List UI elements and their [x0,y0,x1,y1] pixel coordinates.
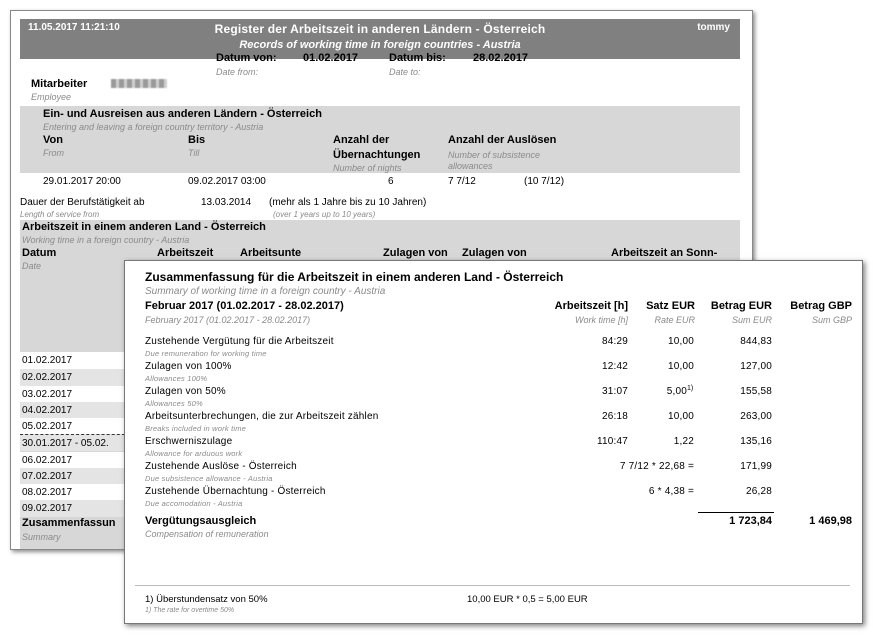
col-time: Arbeitszeit [h] [554,300,628,312]
col-date: Datum [22,247,57,259]
col-sum-gbp-en: Sum GBP [811,315,852,325]
travel-row-till: 09.02.2017 03:00 [188,176,266,187]
summary-title: Zusammenfassung für die Arbeitszeit in einem anderen Land - Österreich [145,270,564,284]
row-sum: 263,00 [740,411,772,422]
row-label: Zulagen von 100% [145,361,232,372]
col-time-en: Work time [h] [574,315,628,325]
col-allowances-en-2: allowances [448,161,493,171]
row-sum: 135,16 [740,436,772,447]
col-sum-eur: Betrag EUR [710,300,772,312]
row-label-en: Allowances 100% [145,374,208,383]
row-time: 26:18 [601,411,628,422]
row-rate: 5,00 [666,386,687,397]
row-calc: 7 7/12 * 22,68 = [619,461,694,472]
total-en: Compensation of remuneration [145,529,269,539]
travel-row-allowances: 7 7/12 [448,176,476,187]
date-row: 08.02.2017 [20,484,130,501]
travel-row-nights: 6 [388,176,394,187]
service-note: (mehr als 1 Jahre bis zu 10 Jahren) [269,197,427,208]
col-zulagen-1: Zulagen von [383,247,448,259]
col-till: Bis [188,134,206,146]
travel-title: Ein- und Ausreisen aus anderen Ländern - Österreich [43,108,322,120]
col-nights-2: Übernachtungen [333,149,421,161]
col-sum-eur-en: Sum EUR [731,315,772,325]
row-rate: 10,00 [667,336,694,347]
total-sum-eur: 1 723,84 [729,515,772,527]
period-en: February 2017 (01.02.2017 - 28.02.2017) [145,315,311,325]
row-time: 31:07 [601,386,628,397]
col-date-en: Date [22,261,42,271]
col-unterbrechung: Arbeitsunte [240,247,302,259]
row-label-en: Allowance for arduous work [145,449,243,458]
col-nights-1: Anzahl der [333,134,390,146]
row-sum: 844,83 [740,336,772,347]
summary-en: Summary [22,532,61,542]
row-label-en: Due remuneration for working time [145,349,267,358]
footnote-divider [135,585,850,586]
report-title: Register der Arbeitszeit in anderen Ländern - Österreich [214,22,546,36]
row-label-en: Breaks included in work time [145,424,247,433]
footnote-calc: 10,00 EUR * 0,5 = 5,00 EUR [467,594,588,605]
service-note-en: (over 1 years up to 10 years) [273,210,376,219]
row-time: 110:47 [596,436,628,447]
report-datetime: 11.05.2017 11:21:10 [28,22,120,33]
col-zulagen-2: Zulagen von [462,247,527,259]
date-row: 04.02.2017 [20,402,130,419]
row-sum: 171,99 [740,461,772,472]
col-rate: Satz EUR [646,300,695,312]
employee-label: Mitarbeiter [31,78,88,90]
row-rate: 10,00 [667,411,694,422]
row-label-en: Allowances 50% [145,399,203,408]
date-to-label: Datum bis: [389,52,446,64]
col-nights-en: Number of nights [333,163,402,173]
worktime-title: Arbeitszeit in einem anderen Land - Österreich [22,221,266,233]
date-to-value: 28.02.2017 [473,52,529,64]
date-row: 06.02.2017 [20,452,130,469]
row-rate-footnote-marker: 1) [687,385,694,392]
col-arbeitszeit: Arbeitszeit [157,247,214,259]
col-rate-en: Rate EUR [654,315,695,325]
col-sonn: Arbeitszeit an Sonn- [611,247,718,259]
col-sum-gbp: Betrag GBP [790,300,852,312]
date-row: 05.02.2017 [20,418,130,435]
worktime-subtitle: Working time in a foreign country - Austria [22,235,190,245]
row-label-en: Due subsistence allowance - Austria [145,474,273,483]
report-user: tommy [697,22,730,33]
service-date: 13.03.2014 [201,197,252,208]
date-row: 03.02.2017 [20,386,130,403]
date-to-en: Date to: [389,67,421,77]
travel-row-allowances-paren: (10 7/12) [524,176,565,187]
row-label: Zulagen von 50% [145,386,226,397]
row-rate: 10,00 [667,361,694,372]
row-label: Arbeitsunterbrechungen, die zur Arbeitszeit zählen [145,411,379,422]
summary-subtitle: Summary of working time in a foreign country - Austria [145,286,386,297]
row-label: Zustehende Vergütung für die Arbeitszeit [145,336,334,347]
row-rate: 1,22 [673,436,694,447]
summary-document [124,260,863,624]
travel-subtitle: Entering and leaving a foreign country territory - Austria [43,122,264,132]
date-row: 01.02.2017 [20,352,130,369]
date-from-en: Date from: [216,67,259,77]
total-sum-gbp: 1 469,98 [809,515,852,527]
travel-row-from: 29.01.2017 20:00 [43,176,121,187]
date-row: 07.02.2017 [20,468,130,485]
date-from-label: Datum von: [216,52,277,64]
period-label: Februar 2017 (01.02.2017 - 28.02.2017) [145,300,344,312]
row-time: 12:42 [601,361,628,372]
row-label: Zustehende Auslöse - Österreich [145,461,297,472]
service-label-en: Length of service from [20,210,100,219]
date-row-range: 30.01.2017 - 05.02. [20,434,130,451]
employee-en: Employee [31,92,72,102]
employee-name-blurred [111,79,167,88]
row-sum: 127,00 [740,361,772,372]
row-time: 84:29 [601,336,628,347]
row-sum: 26,28 [745,486,772,497]
col-from-en: From [43,148,64,158]
col-till-en: Till [188,148,200,158]
col-allowances: Anzahl der Auslösen [448,134,557,146]
row-sum: 155,58 [740,386,772,397]
footnote-en: 1) The rate for overtime 50% [145,607,235,614]
date-from-value: 01.02.2017 [303,52,359,64]
total-rule [698,512,774,513]
row-calc: 6 * 4,38 = [648,486,694,497]
row-label: Zustehende Übernachtung - Österreich [145,486,326,497]
report-subtitle: Records of working time in foreign countries - Austria [239,39,521,51]
service-label: Dauer der Berufstätigkeit ab [20,197,145,208]
row-label: Erschwerniszulage [145,436,233,447]
report-header [20,19,740,59]
footnote: 1) Überstundensatz von 50% [145,594,268,605]
row-label-en: Due accomodation - Austria [145,499,243,508]
col-from: Von [43,134,63,146]
date-row: 02.02.2017 [20,369,130,386]
date-row: 09.02.2017 [20,500,130,517]
total-label: Vergütungsausgleich [145,515,257,527]
summary-label: Zusammenfassun [22,517,116,529]
col-allowances-en-1: Number of subsistence [448,150,541,160]
